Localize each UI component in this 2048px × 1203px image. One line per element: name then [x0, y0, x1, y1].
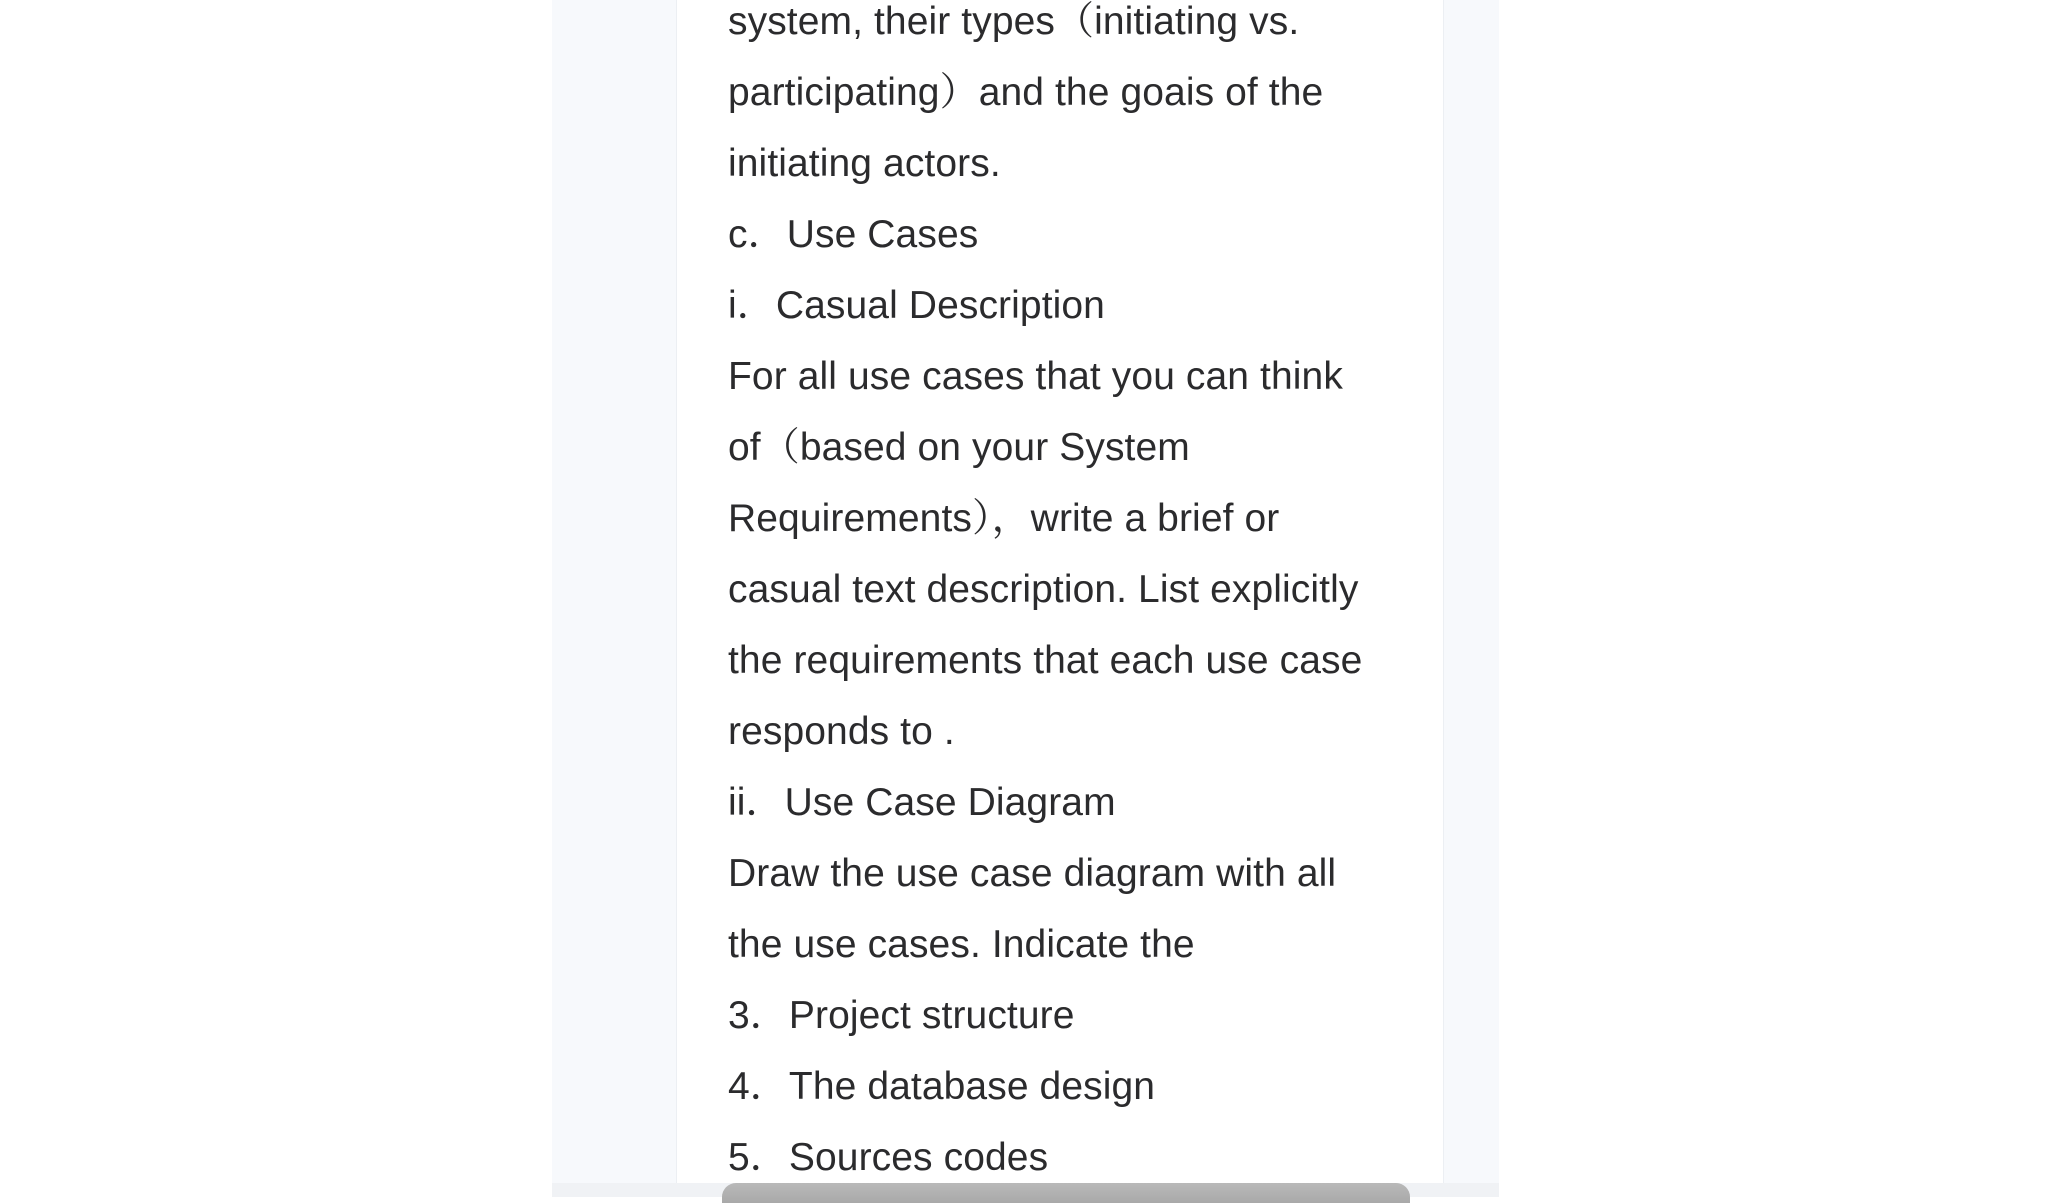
text-line: system, their types（initiating vs. [728, 0, 1300, 43]
text-line: participating）and the goais of the [728, 71, 1324, 114]
document-text [728, 0, 1428, 1193]
section-heading-use-cases: c．Use Cases [728, 213, 979, 256]
list-item-database-design: 4．The database design [728, 1065, 1156, 1108]
list-item-project-structure: 3．Project structure [728, 994, 1075, 1037]
scroll-handle[interactable] [722, 1183, 1410, 1203]
subsection-heading-casual-description: i．Casual Description [728, 284, 1105, 327]
text-line: Requirements），write a brief or [728, 497, 1280, 540]
text-line: For all use cases that you can think [728, 355, 1343, 398]
subsection-heading-use-case-diagram: ii．Use Case Diagram [728, 781, 1116, 824]
text-line: the requirements that each use case [728, 639, 1363, 682]
text-line: initiating actors. [728, 142, 1001, 185]
text-line: the use cases. Indicate the [728, 923, 1195, 966]
text-line: of（based on your System [728, 426, 1190, 469]
text-line: responds to . [728, 710, 955, 753]
list-item-source-codes: 5．Sources codes [728, 1136, 1049, 1179]
text-line: casual text description. List explicitly [728, 568, 1359, 611]
text-line: Draw the use case diagram with all [728, 852, 1337, 895]
